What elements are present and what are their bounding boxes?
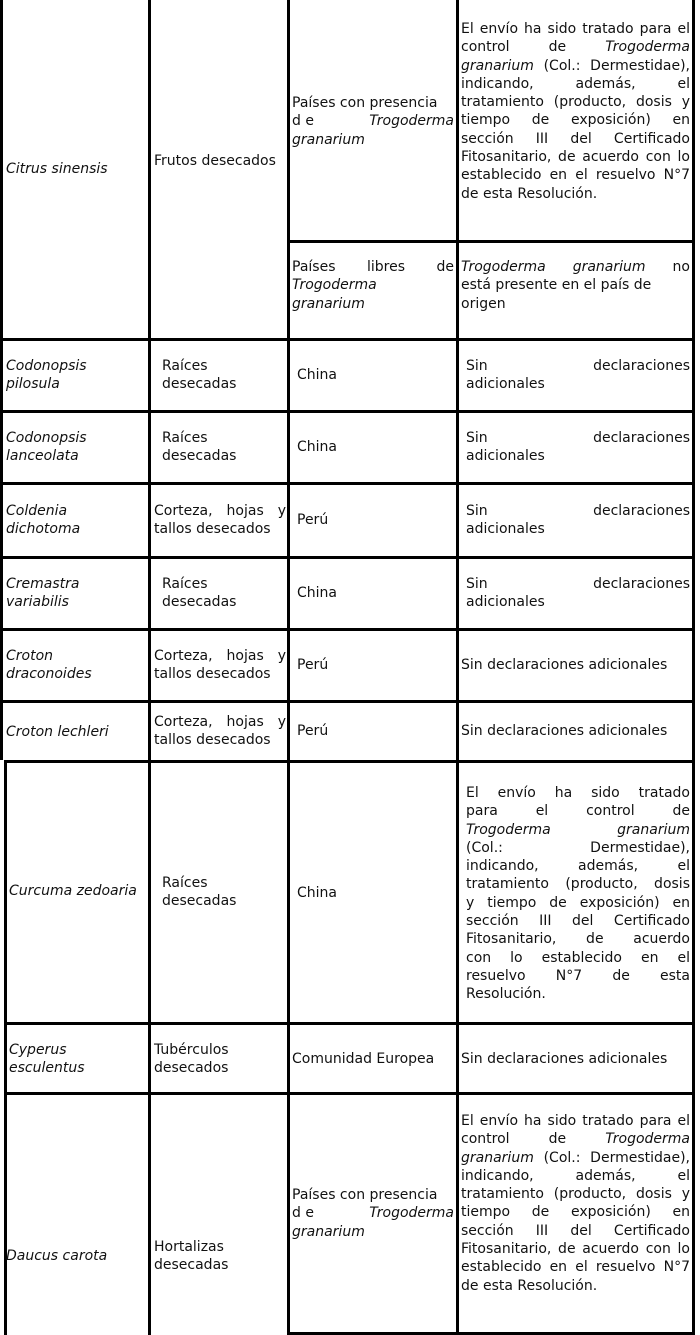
row-rule	[0, 556, 695, 559]
col-rule	[456, 760, 459, 1335]
col-rule	[148, 0, 151, 760]
origin-cell: Perú	[297, 656, 329, 673]
col-rule	[456, 0, 459, 760]
row-rule	[0, 482, 695, 485]
origin-line: granarium	[292, 295, 365, 312]
requirement-line: Fitosanitario, de acuerdo	[466, 931, 690, 948]
species-cell: Codonopsis pilosula	[6, 357, 87, 392]
requirement-cell	[461, 258, 690, 313]
origin-line: Países con presencia	[292, 95, 438, 111]
origin-line: d e Trogoderma	[292, 113, 454, 130]
product-cell: Raíces desecadas	[162, 875, 237, 910]
species-cell: Curcuma zedoaria	[9, 883, 137, 899]
requirement-line: con lo establecido en el	[466, 949, 690, 966]
requirement-cell: El envío ha sido tratado para el control de Trogoderma granarium (Col.: Dermestidae), indicando, además, el tratamiento (producto, dosis y tiempo de exposición) en sección III del Certificado Fitosanitario, de acuerdo con lo establecido en el resuelvo N°7 de esta Resolución.	[461, 1113, 690, 1294]
species-cell: Croton draconoides	[6, 647, 92, 682]
col-rule	[692, 0, 695, 760]
requirement-line: Resolución.	[466, 986, 546, 1003]
row-rule	[0, 700, 695, 703]
requirement-line: está presente en el país de	[461, 277, 652, 294]
row-rule	[4, 1092, 695, 1095]
requirement-cell: Sin declaraciones adicionales	[466, 429, 690, 464]
requirement-cell: Sin declaraciones adicionales	[466, 575, 690, 610]
origin-cell	[292, 258, 454, 313]
row-rule	[4, 1022, 695, 1025]
origin-cell	[292, 94, 454, 149]
origin-line: d e Trogoderma	[292, 1205, 454, 1222]
row-rule	[4, 760, 695, 763]
requirement-line: El envío ha sido tratado	[466, 785, 690, 801]
product-cell: Corteza, hojas y tallos desecados	[154, 502, 286, 537]
origin-line: Países con presencia	[292, 1187, 438, 1203]
requirement-line: Trogoderma granarium	[466, 821, 690, 838]
requirement-line: origen	[461, 295, 506, 312]
col-rule	[0, 0, 3, 760]
row-rule	[287, 240, 695, 243]
row-rule	[0, 628, 695, 631]
requirement-cell: El envío ha sido tratado para el control de Trogoderma granarium (Col.: Dermestidae), indicando, además, el tratamiento (producto, dosis y tiempo de exposición) en sección III del Certificado Fitosanitario, de acuerdo con lo establecido en el resuelvo N°7 de esta Resolución.	[461, 21, 690, 202]
requirement-cell: Sin declaraciones adicionales	[466, 357, 690, 392]
product-cell: Raíces desecadas	[162, 575, 237, 610]
product-cell: Corteza, hojas y tallos desecados	[154, 713, 286, 748]
species-cell: Cyperus esculentus	[9, 1042, 85, 1077]
product-cell: Raíces desecadas	[162, 429, 237, 464]
origin-line: Países libres de	[292, 259, 454, 275]
requirement-cell: Sin declaraciones adicionales	[466, 502, 690, 537]
requirement-line: para el control de	[466, 803, 690, 820]
col-rule	[287, 760, 290, 1335]
product-cell: Frutos desecados	[154, 153, 276, 169]
product-cell: Corteza, hojas y tallos desecados	[154, 647, 286, 682]
requirement-line: indicando, además, el	[466, 858, 690, 875]
origin-cell: Comunidad Europea	[292, 1051, 435, 1067]
requirement-cell: Sin declaraciones adicionales	[461, 722, 668, 739]
origin-cell: China	[297, 885, 337, 901]
origin-cell: China	[297, 438, 337, 455]
origin-cell: China	[297, 584, 337, 601]
origin-line: granarium	[292, 131, 365, 148]
table-block-bottom	[0, 760, 700, 1335]
product-cell: Tubérculos desecados	[154, 1042, 229, 1077]
requirement-cell: Sin declaraciones adicionales	[461, 656, 668, 673]
product-cell: Hortalizas desecadas	[154, 1239, 229, 1274]
species-cell: Coldenia dichotoma	[6, 502, 81, 537]
requirement-line: tratamiento (producto, dosis	[466, 876, 690, 893]
origin-cell	[292, 1186, 454, 1241]
requirement-cell: Sin declaraciones adicionales	[461, 1051, 668, 1067]
origin-cell: Perú	[297, 722, 329, 739]
origin-cell: China	[297, 366, 337, 383]
requirement-line: y tiempo de exposición) en	[466, 894, 690, 911]
species-cell: Croton lechleri	[6, 723, 109, 740]
origin-line: Trogoderma	[292, 277, 377, 294]
species-cell: Daucus carota	[6, 1248, 108, 1264]
product-cell: Raíces desecadas	[162, 357, 237, 392]
requirement-line: resuelvo N°7 de esta	[466, 967, 690, 984]
origin-cell: Perú	[297, 511, 329, 528]
requirement-line: sección III del Certificado	[466, 913, 690, 930]
col-rule	[148, 760, 151, 1335]
origin-line: granarium	[292, 1223, 365, 1240]
row-rule	[0, 338, 695, 341]
species-cell: Cremastra variabilis	[6, 575, 80, 610]
requirement-line: (Col.: Dermestidae),	[466, 839, 690, 856]
row-rule	[0, 410, 695, 413]
requirement-line: Trogoderma granarium no	[461, 259, 690, 275]
requirement-cell	[466, 784, 690, 1004]
col-rule	[692, 760, 695, 1335]
species-cell: Codonopsis lanceolata	[6, 429, 87, 464]
species-cell: Citrus sinensis	[6, 161, 108, 177]
